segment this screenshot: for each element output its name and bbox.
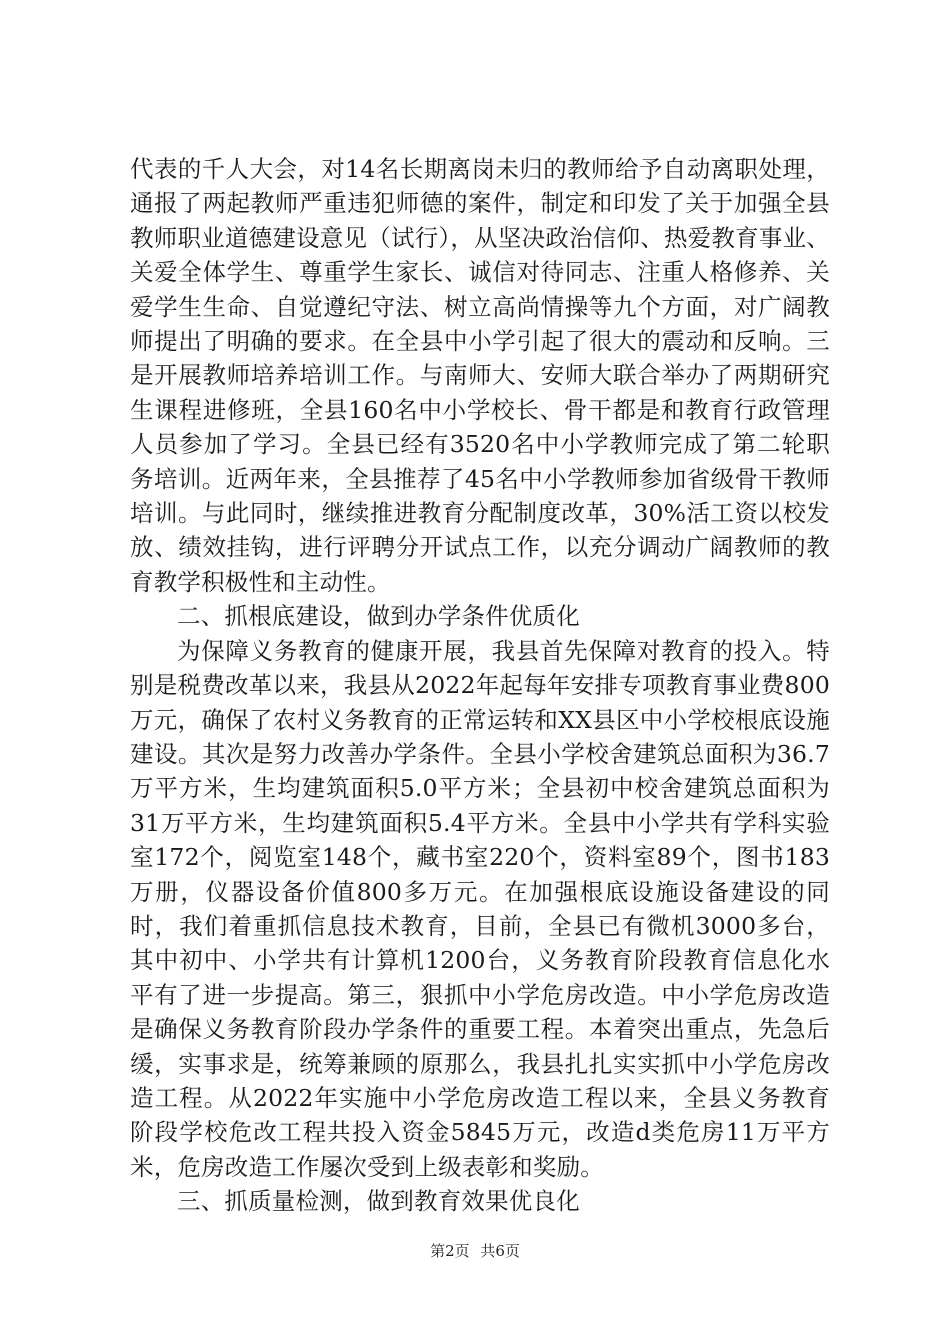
document-page xyxy=(130,152,830,1219)
section-heading-quality: 三、抓质量检测，做到教育效果优良化 xyxy=(177,1187,580,1216)
paragraph-infrastructure: 为保障义务教育的健康开展，我县首先保障对教育的投入。特别是税费改革以来，我县从2022年起每年安排专项教育事业费800万元，确保了农村义务教育的正常运转和XX县区中小学校根底设施建设。其次是努力改善办学条件。全县小学校舍建筑总面积为36.7万平方米，生均建筑面积5.0平方米；全县初中校舍建筑总面积为31万平方米，生均建筑面积5.4平方米。全县中小学共有学科实验室172个，阅览室148个，藏书室220个，资料室89个，图书183万册，仪器设备价值800多万元。在加强根底设施设备建设的同时，我们着重抓信息技术教育，目前，全县已有微机3000多台，其中初中、小学共有计算机1200台，义务教育阶段教育信息化水平有了进一步提高。第三，狠抓中小学危房改造。中小学危房改造是确保义务教育阶段办学条件的重要工程。本着突出重点，先急后缓，实事求是，统筹兼顾的原那么，我县扎扎实实抓中小学危房改造工程。从2022年实施中小学危房改造工程以来，全县义务教育阶段学校危改工程共投入资金5845万元，改造d类危房11万平方米，危房改造工作屡次受到上级表彰和奖励。 xyxy=(130,636,830,1181)
page-footer xyxy=(0,1241,950,1261)
paragraph-teacher-ethics: 代表的千人大会，对14名长期离岗未归的教师给予自动离职处理，通报了两起教师严重违犯师德的案件，制定和印发了关于加强全县教师职业道德建设意见（试行），从坚决政治信仰、热爱教育事业、关爱全体学生、尊重学生家长、诚信对待同志、注重人格修养、关爱学生生命、自觉遵纪守法、树立高尚情操等九个方面，对广阔教师提出了明确的要求。在全县中小学引起了很大的震动和反响。三是开展教师培养培训工作。与南师大、安师大联合举办了两期研究生课程进修班，全县160名中小学校长、骨干都是和教育行政管理人员参加了学习。全县已经有3520名中小学教师完成了第二轮职务培训。近两年来，全县推荐了45名中小学教师参加省级骨干教师培训。与此同时，继续推进教育分配制度改革，30%活工资以校发放、绩效挂钩，进行评聘分开试点工作，以充分调动广阔教师的教育教学积极性和主动性。 xyxy=(130,155,830,596)
page-total: 共6页 xyxy=(480,1242,520,1260)
page-number: 第2页 xyxy=(430,1242,470,1260)
section-heading-infrastructure: 二、抓根底建设，做到办学条件优质化 xyxy=(177,602,580,631)
